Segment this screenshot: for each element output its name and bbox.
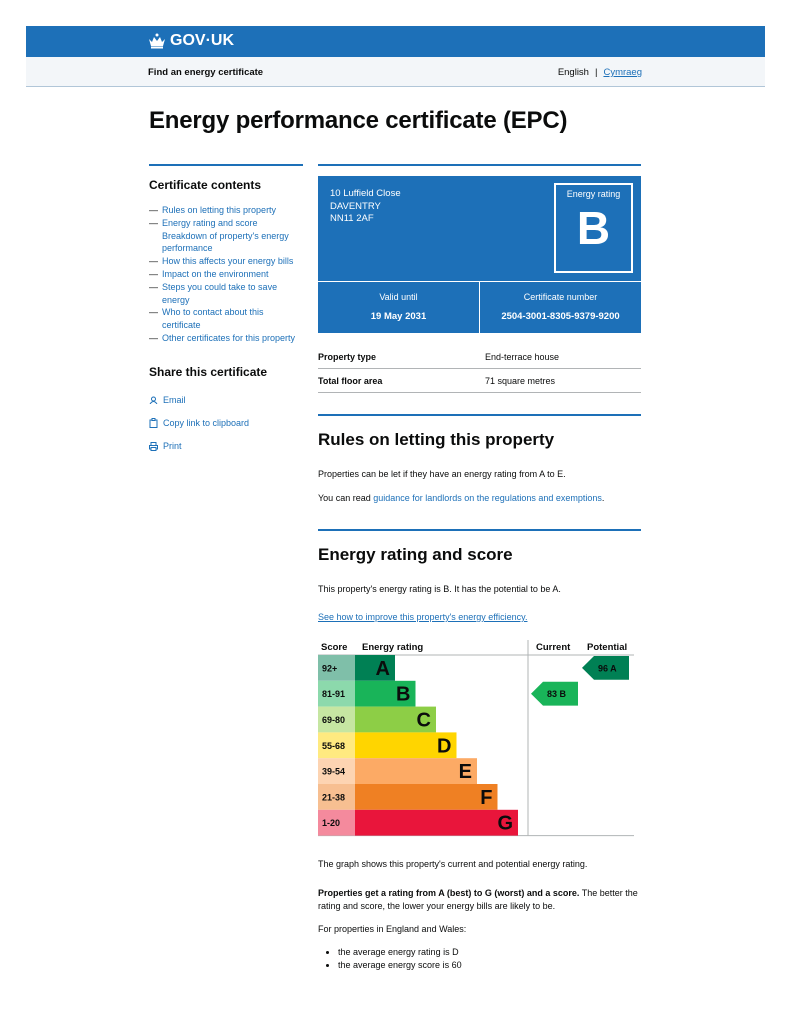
rating-explanation: [318, 887, 641, 913]
energy-rating-label: Energy rating: [566, 189, 621, 199]
share-list: [149, 389, 303, 458]
score-range-g: 1-20: [322, 818, 341, 829]
valid-until-label: Valid until: [379, 292, 418, 302]
graph-note: The graph shows this property's current and potential energy rating.: [318, 859, 588, 869]
page-title: Energy performance certificate (EPC): [149, 107, 568, 134]
main-divider: [318, 164, 641, 176]
property-details: [318, 345, 641, 393]
contents-link-bills[interactable]: How this affects your energy bills: [162, 256, 294, 267]
letting-paragraph-2: [318, 492, 641, 505]
improve-link-wrap: [318, 611, 641, 624]
contents-link-steps[interactable]: Steps you could take to save energy: [162, 281, 278, 305]
chart-header-current: Current: [536, 642, 571, 653]
contents-title: Certificate contents: [149, 178, 262, 192]
epc-chart-svg: [318, 640, 641, 840]
service-bar: [26, 57, 765, 87]
rating-letter-d: D: [437, 735, 452, 758]
improve-efficiency-link[interactable]: See how to improve this property's energy efficiency.: [318, 612, 528, 622]
contents-link-rating[interactable]: Energy rating and score: [162, 217, 258, 228]
property-type-key: Property type: [318, 351, 377, 362]
average-list: [318, 946, 641, 972]
language-english: English: [557, 67, 589, 78]
contents-list: [149, 204, 303, 345]
contents-dash: —: [149, 256, 158, 267]
certificate-number-value: 2504-3001-8305-9379-9200: [501, 311, 620, 322]
rating-bar-g: [355, 810, 518, 836]
share-email-link[interactable]: [149, 389, 303, 412]
rating-title: Energy rating and score: [318, 545, 513, 564]
language-separator: |: [594, 67, 598, 78]
contents-dash: —: [149, 281, 158, 292]
rating-paragraph: This property's energy rating is B. It has the potential to be A.: [318, 584, 561, 594]
certificate-number: [479, 282, 641, 333]
govuk-logo-text: GOV·UK: [170, 32, 234, 49]
share-print-link[interactable]: [149, 435, 303, 458]
contents-link-rules[interactable]: Rules on letting this property: [162, 205, 277, 215]
letting-paragraph-1: Properties can be let if they have an energy rating from A to E.: [318, 469, 566, 479]
contents-link-contact[interactable]: Who to contact about this certificate: [162, 307, 264, 331]
contents-link-environment[interactable]: Impact on the environment: [162, 268, 269, 279]
letting-p2-suffix: .: [601, 493, 605, 503]
property-type-value: End-terrace house: [485, 351, 560, 362]
score-range-b: 81-91: [322, 689, 346, 700]
rating-bar-f: [355, 784, 498, 810]
average-score-item: • the average energy score is 60: [338, 959, 641, 972]
landlord-guidance-link[interactable]: guidance for landlords on the regulations and exemptions: [373, 493, 602, 503]
contents-dash: —: [149, 217, 158, 228]
contents-dash: —: [149, 332, 158, 343]
share-email-label: Email: [163, 395, 186, 406]
average-rating-item: • the average energy rating is D: [338, 946, 641, 959]
contents-item: [149, 204, 303, 217]
chart-header-score: Score: [321, 642, 348, 653]
certificate-number-label: Certificate number: [523, 292, 598, 302]
rating-letter-c: C: [416, 709, 431, 732]
contents-link-breakdown[interactable]: Breakdown of property's energy performance: [162, 230, 289, 254]
share-copy-label: Copy link to clipboard: [163, 418, 250, 429]
clipboard-icon: [149, 418, 158, 428]
share-title: Share this certificate: [149, 364, 268, 379]
govuk-header: [26, 26, 765, 57]
language-switcher: [558, 67, 642, 78]
floor-area-value: 71 square metres: [485, 375, 556, 386]
rating-letter-g: G: [497, 812, 513, 835]
contents-item: [149, 230, 303, 256]
share-copy-link[interactable]: [149, 412, 303, 435]
rating-section: [318, 529, 641, 972]
address-line-2: DAVENTRY: [330, 200, 381, 212]
energy-rating-chart: [318, 640, 641, 840]
rating-letter-b: B: [396, 683, 411, 706]
crown-icon: [148, 33, 166, 49]
potential-rating-label: 96 A: [598, 663, 617, 674]
current-rating-label: 83 B: [547, 689, 567, 700]
contents-item: [149, 306, 303, 332]
score-range-d: 55-68: [322, 740, 346, 751]
floor-area-key: Total floor area: [318, 375, 383, 386]
rating-explanation-bold: Properties get a rating from A (best) to G (worst) and a score.: [318, 888, 580, 898]
contents-dash: —: [149, 268, 158, 279]
energy-rating-letter: B: [576, 202, 611, 254]
certificate-footer: [318, 281, 641, 333]
score-range-e: 39-54: [322, 766, 346, 777]
contents-item: [149, 255, 303, 268]
chart-header-rating: Energy rating: [362, 642, 424, 653]
certificate-summary: [318, 176, 641, 333]
property-row: [318, 345, 641, 369]
language-cymraeg-link[interactable]: Cymraeg: [603, 67, 642, 78]
address-line-3: NN11 2AF: [330, 213, 374, 224]
main-content: [318, 164, 641, 972]
print-icon: [149, 442, 158, 451]
property-address: [330, 188, 401, 226]
sidebar: [149, 164, 303, 458]
letting-title: Rules on letting this property: [318, 430, 555, 449]
contents-item: [149, 268, 303, 281]
property-row: [318, 369, 641, 393]
address-line-1: 10 Luffield Close: [330, 188, 401, 199]
contents-item: [149, 332, 303, 345]
share-section: [149, 365, 303, 458]
rating-letter-f: F: [480, 786, 493, 809]
rating-letter-a: A: [375, 657, 390, 680]
valid-until-value: 19 May 2031: [370, 311, 427, 322]
valid-until: [318, 282, 479, 333]
rating-letter-e: E: [458, 761, 472, 784]
service-name[interactable]: Find an energy certificate: [148, 67, 264, 78]
contents-link-other-certificates[interactable]: Other certificates for this property: [162, 332, 296, 343]
contents-dash: —: [149, 307, 158, 318]
email-icon: [149, 396, 158, 404]
letting-section: [318, 414, 641, 505]
share-print-label: Print: [163, 441, 182, 452]
contents-item: [149, 217, 303, 230]
england-wales-intro: For properties in England and Wales:: [318, 924, 467, 934]
contents-item: [149, 281, 303, 307]
score-range-c: 69-80: [322, 715, 346, 725]
chart-header-potential: Potential: [587, 642, 628, 653]
score-range-a: 92+: [322, 663, 338, 674]
rating-explanation-rest: The better the rating and score, the lower your energy bills are likely to be.: [318, 888, 638, 911]
govuk-logo[interactable]: [148, 32, 234, 50]
energy-rating-box: [554, 183, 633, 273]
contents-dash: —: [149, 205, 158, 215]
score-range-f: 21-38: [322, 792, 346, 803]
letting-p2-prefix: You can read: [318, 493, 374, 503]
